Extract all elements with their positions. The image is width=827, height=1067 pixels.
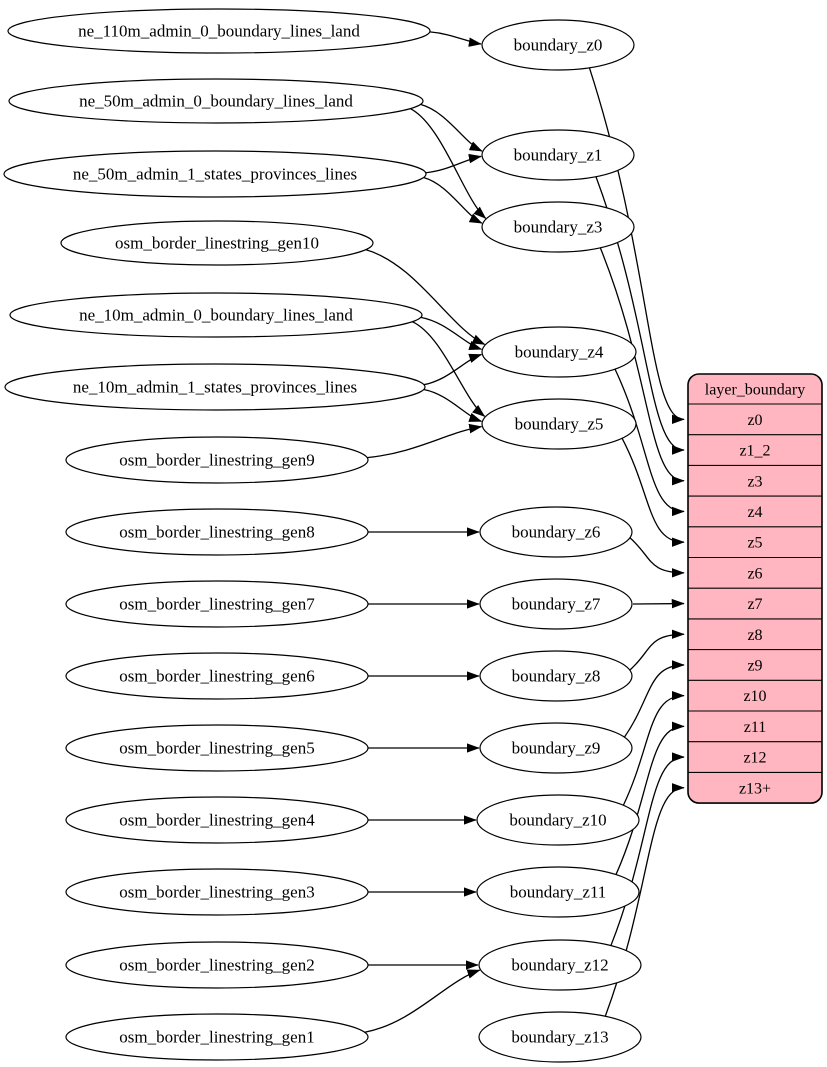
table-row-z10: z10 [743,688,767,706]
stage-node-boundary-z3 [482,202,634,252]
edge-boundary_z4-to-row-z4 [615,369,684,511]
table-row-z3: z3 [747,473,763,491]
edge-boundary_z12-to-row-z12 [611,757,684,946]
source-node-osm-border-linestring-gen2 [66,942,368,988]
source-node-ne-50m-admin-1-states-provinces-lines [4,151,426,197]
table-row-z4: z4 [747,503,763,521]
source-node-osm-border-linestring-gen9 [66,437,368,483]
node-label: osm_border_linestring_gen4 [119,810,315,830]
edge-osm_border_linestring_gen1-to-boundary_z12 [365,970,480,1032]
node-label: ne_10m_admin_1_states_provinces_lines [72,377,358,397]
source-node-osm-border-linestring-gen1 [66,1014,368,1060]
node-label: boundary_z4 [514,342,604,362]
table-title: layer_boundary [704,381,806,399]
stage-node-boundary-z1 [482,130,634,180]
table-row-z7: z7 [747,596,763,614]
stage-node-boundary-z7 [480,579,632,629]
table-row-z0: z0 [747,411,763,429]
node-label: boundary_z0 [513,35,603,55]
source-node-osm-border-linestring-gen7 [66,581,368,627]
table-row-z1-2: z1_2 [739,442,771,460]
stage-node-boundary-z10 [477,795,639,845]
stage-node-boundary-z11 [477,867,639,917]
source-node-osm-border-linestring-gen6 [66,653,368,699]
stage-node-boundary-z12 [479,940,641,990]
table-layer-boundary [688,374,822,803]
node-label: boundary_z6 [511,522,601,542]
table-row-z5: z5 [747,534,763,552]
edge-boundary_z10-to-row-z10 [623,696,684,806]
source-node-osm-border-linestring-gen3 [66,869,368,915]
source-node-osm-border-linestring-gen5 [66,725,368,771]
stage-node-boundary-z4 [482,327,636,377]
node-label: osm_border_linestring_gen6 [119,666,315,686]
node-label: boundary_z1 [513,145,603,165]
source-node-osm-border-linestring-gen10 [61,221,373,265]
node-label: boundary_z11 [509,882,607,902]
source-node-osm-border-linestring-gen8 [66,509,368,555]
stage-node-boundary-z0 [482,20,634,70]
edge-ne_10m_admin_1_states_provinces_lines-to-boundary_z5 [424,389,482,421]
stage-node-boundary-z5 [482,399,636,449]
source-node-ne-10m-admin-0-boundary-lines-land [10,293,422,337]
stage-node-boundary-z6 [480,507,632,557]
edge-ne_50m_admin_0_boundary_lines_land-to-boundary_z1 [420,104,481,151]
node-label: osm_border_linestring_gen2 [119,955,315,975]
edge-ne_110m_admin_0_boundary_lines_land-to-boundary_z0 [430,32,481,44]
node-label: ne_10m_admin_0_boundary_lines_land [79,305,353,325]
node-label: ne_50m_admin_1_states_provinces_lines [72,164,358,184]
source-node-ne-110m-admin-0-boundary-lines-land [8,9,430,53]
edge-ne_10m_admin_0_boundary_lines_land-to-boundary_z5 [412,322,484,417]
source-node-ne-50m-admin-0-boundary-lines-land [9,79,423,123]
node-label: boundary_z10 [509,810,607,830]
edge-boundary_z6-to-row-z6 [630,538,684,573]
stage-node-boundary-z13 [479,1012,641,1062]
node-label: boundary_z5 [514,414,604,434]
stage-node-boundary-z8 [480,651,632,701]
node-label: ne_110m_admin_0_boundary_lines_land [78,21,360,41]
edge-ne_10m_admin_0_boundary_lines_land-to-boundary_z4 [421,317,482,349]
node-label: ne_50m_admin_0_boundary_lines_land [79,91,353,111]
node-label: osm_border_linestring_gen10 [115,233,319,253]
node-label: boundary_z7 [511,594,601,614]
node-label: osm_border_linestring_gen5 [119,738,315,758]
source-node-osm-border-linestring-gen4 [66,797,368,843]
stage-node-boundary-z9 [480,723,632,773]
table-row-z6: z6 [747,565,763,583]
edge-boundary_z9-to-row-z9 [624,665,684,737]
node-label: boundary_z8 [511,666,601,686]
node-label: osm_border_linestring_gen7 [119,594,315,614]
node-label: osm_border_linestring_gen8 [119,522,315,542]
node-label: osm_border_linestring_gen1 [119,1027,315,1047]
edge-boundary_z8-to-row-z8 [630,634,684,670]
node-label: boundary_z9 [511,738,601,758]
node-label: boundary_z3 [513,217,603,237]
node-label: boundary_z12 [511,955,609,975]
table-row-z11: z11 [743,718,767,736]
table-row-z12: z12 [743,749,767,767]
table-row-z13-plus: z13+ [738,780,772,798]
edge-boundary_z5-to-row-z5 [622,438,684,542]
edge-ne_50m_admin_0_boundary_lines_land-to-boundary_z3 [410,109,485,219]
node-label: boundary_z13 [511,1027,609,1047]
node-label: osm_border_linestring_gen3 [119,882,315,902]
edge-osm_border_linestring_gen9-to-boundary_z5 [367,427,481,458]
source-node-ne-10m-admin-1-states-provinces-lines [5,364,425,410]
edge-ne_50m_admin_1_states_provinces_lines-to-boundary_z3 [424,178,482,224]
table-row-z9: z9 [747,657,763,675]
table-row-z8: z8 [747,626,763,644]
node-label: osm_border_linestring_gen9 [119,450,315,470]
